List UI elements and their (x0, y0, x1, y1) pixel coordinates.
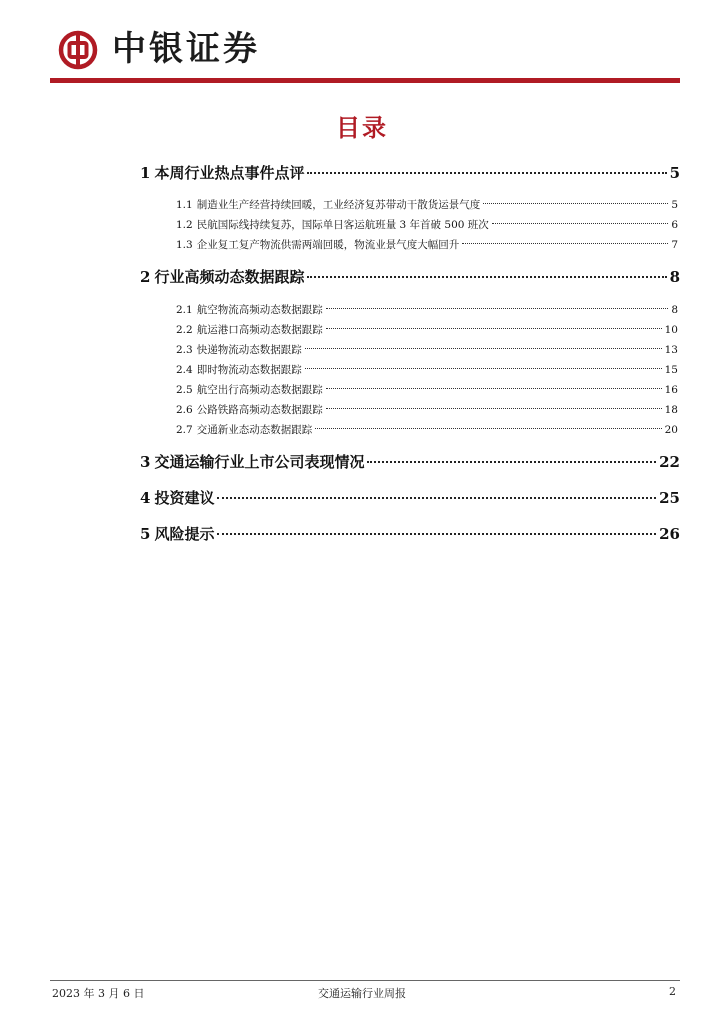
toc-entry-page: 7 (671, 239, 678, 251)
toc-leader-dots (326, 328, 662, 329)
toc-entry-number: 5 (140, 525, 151, 543)
toc-entry-number: 2.3 (176, 344, 193, 356)
toc-leader-dots (326, 408, 662, 409)
toc-entry-title: 航运港口高频动态数据跟踪 (196, 324, 323, 336)
table-of-contents (140, 0, 680, 1024)
toc-entry-title: 交通运输行业上市公司表现情况 (154, 453, 365, 471)
toc-entry-page: 16 (664, 384, 678, 396)
toc-entry[interactable] (176, 237, 678, 252)
toc-entry[interactable] (176, 402, 678, 417)
toc-entry[interactable] (176, 422, 678, 437)
toc-entry[interactable] (176, 302, 678, 317)
toc-entry-title: 企业复工复产物流供需两端回暖，物流业景气度大幅回升 (196, 239, 460, 251)
toc-entry[interactable] (140, 162, 680, 183)
toc-entry-page: 5 (671, 199, 678, 211)
toc-leader-dots (217, 533, 656, 535)
footer-report-name: 交通运输行业周报 (318, 987, 406, 1000)
toc-entry-title: 公路铁路高频动态数据跟踪 (196, 404, 323, 416)
toc-entry-number: 1.1 (176, 199, 193, 211)
toc-entry-title: 风险提示 (154, 525, 215, 543)
toc-leader-dots (217, 497, 656, 499)
toc-entry-number: 2.6 (176, 404, 193, 416)
toc-leader-dots (326, 388, 662, 389)
toc-leader-dots (307, 276, 666, 278)
footer-page-number: 2 (669, 985, 676, 998)
toc-leader-dots (367, 461, 656, 463)
toc-entry-title: 本周行业热点事件点评 (154, 164, 305, 182)
toc-entry-title: 航空物流高频动态数据跟踪 (196, 304, 323, 316)
toc-entry-number: 1 (140, 164, 151, 182)
toc-entry[interactable] (176, 322, 678, 337)
toc-leader-dots (307, 172, 666, 174)
toc-entry-title: 行业高频动态数据跟踪 (154, 268, 305, 286)
toc-entry-title: 快递物流动态数据跟踪 (196, 344, 302, 356)
toc-entry-number: 1.3 (176, 239, 193, 251)
toc-entry-page: 8 (671, 304, 678, 316)
toc-entry-page: 5 (669, 164, 680, 182)
toc-entry-number: 2.1 (176, 304, 193, 316)
toc-leader-dots (483, 203, 668, 204)
toc-entry-number: 4 (140, 489, 151, 507)
toc-leader-dots (492, 223, 669, 224)
toc-entry-page: 10 (664, 324, 678, 336)
toc-entry-title: 制造业生产经营持续回暖，工业经济复苏带动干散货运景气度 (196, 199, 481, 211)
brand-name: 中银证券 (112, 29, 260, 69)
toc-entry-number: 2 (140, 268, 151, 286)
footer-date: 2023 年 3 月 6 日 (52, 987, 145, 1000)
toc-entry-page: 25 (659, 489, 680, 507)
toc-leader-dots (305, 348, 662, 349)
footer-divider (50, 980, 680, 981)
toc-title: 目录 (336, 114, 388, 142)
toc-entry-page: 20 (664, 424, 678, 436)
toc-entry[interactable] (176, 382, 678, 397)
toc-entry[interactable] (140, 266, 680, 287)
toc-entry[interactable] (140, 451, 680, 472)
toc-entry[interactable] (140, 487, 680, 508)
toc-entry-title: 投资建议 (154, 489, 215, 507)
toc-entry-title: 航空出行高频动态数据跟踪 (196, 384, 323, 396)
toc-leader-dots (315, 428, 661, 429)
toc-entry-page: 13 (664, 344, 678, 356)
toc-entry[interactable] (176, 362, 678, 377)
toc-entry[interactable] (140, 523, 680, 544)
bank-of-china-logo-icon (58, 30, 98, 70)
toc-leader-dots (326, 308, 669, 309)
toc-leader-dots (305, 368, 662, 369)
toc-entry[interactable] (176, 197, 678, 212)
toc-entry-number: 2.4 (176, 364, 193, 376)
toc-entry-title: 即时物流动态数据跟踪 (196, 364, 302, 376)
toc-entry-page: 8 (669, 268, 680, 286)
toc-entry[interactable] (176, 342, 678, 357)
toc-entry-number: 2.2 (176, 324, 193, 336)
toc-entry-number: 1.2 (176, 219, 193, 231)
toc-entry-page: 22 (659, 453, 680, 471)
toc-entry-page: 26 (659, 525, 680, 543)
toc-entry-number: 3 (140, 453, 151, 471)
toc-entry-page: 6 (671, 219, 678, 231)
toc-entry-number: 2.7 (176, 424, 193, 436)
toc-leader-dots (462, 243, 668, 244)
toc-entry[interactable] (176, 217, 678, 232)
toc-entry-page: 15 (664, 364, 678, 376)
toc-entry-page: 18 (664, 404, 678, 416)
toc-entry-title: 交通新业态动态数据跟踪 (196, 424, 313, 436)
toc-entry-title: 民航国际线持续复苏，国际单日客运航班量 3 年首破 500 班次 (196, 219, 489, 231)
toc-entry-number: 2.5 (176, 384, 193, 396)
